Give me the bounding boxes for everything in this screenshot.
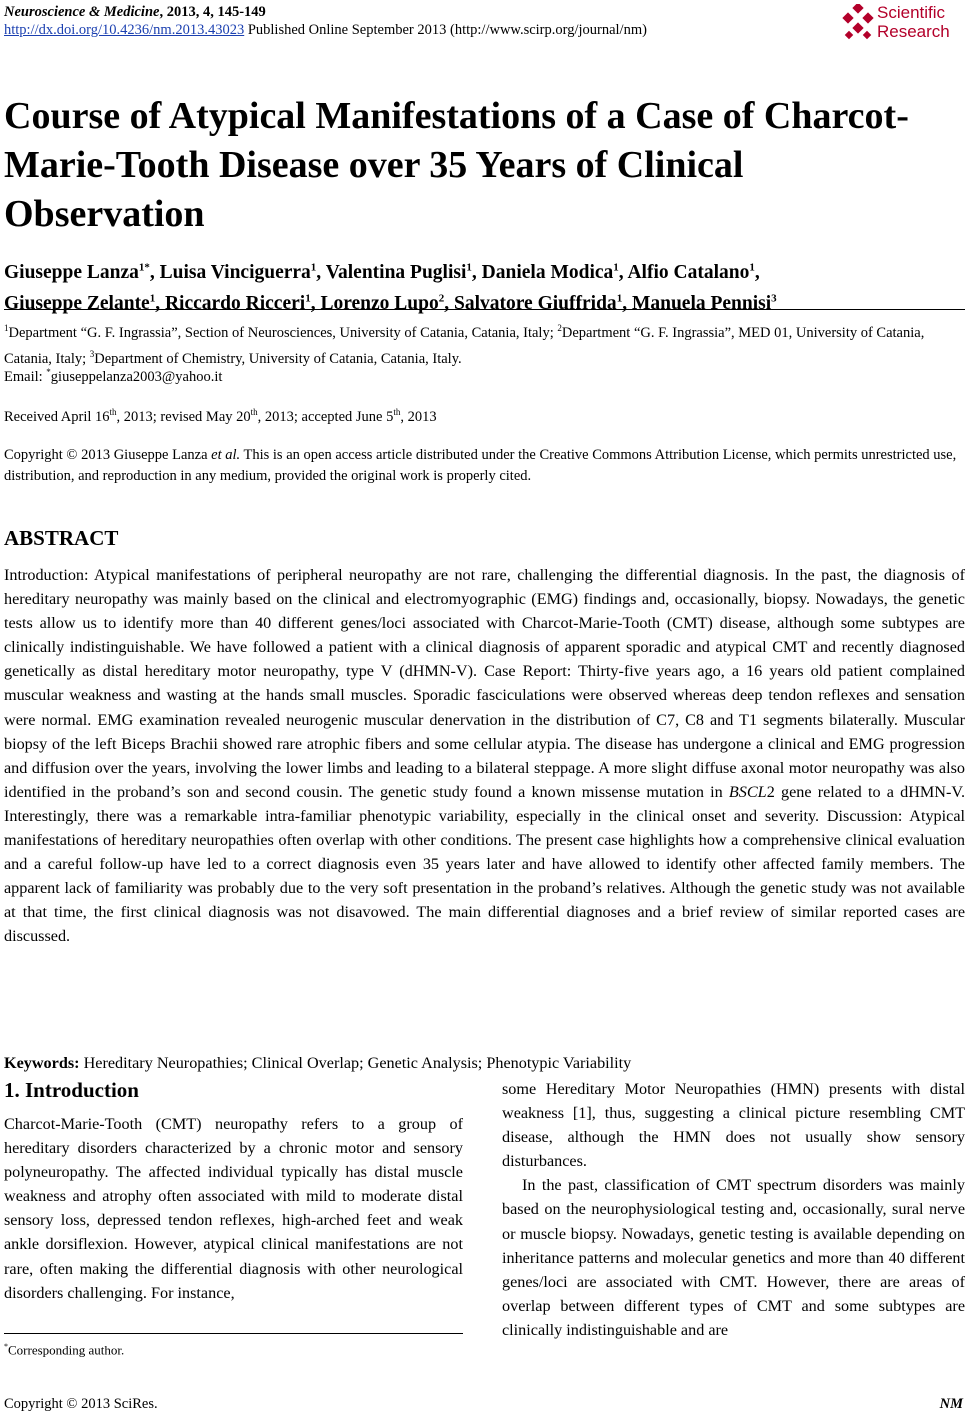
author: Salvatore Giuffrida$^1$, bbox=[454, 292, 632, 314]
author: Valentina Puglisi$^1$, bbox=[325, 261, 482, 283]
author: Alfio Catalano$^1$, bbox=[627, 261, 760, 283]
author: Giuseppe Lanza$^{1*}$, bbox=[4, 261, 160, 283]
intro-left-column: Charcot-Marie-Tooth (CMT) neuropathy refers to a group of hereditary disorders characterized by a chronic motor and sensory polyneuropathy. The affected individual typically has distal muscle weakness and atrophy often associated with mild to moderate distal sensory loss, depressed tendon reflexes, high-arched feet and weak ankle dorsiflexion. However, atypical clinical manifestations are not rare, often making the differential diagnosis with other neurological disorders challenging. For instance, bbox=[4, 1115, 463, 1302]
author: Luisa Vinciguerra$^1$, bbox=[159, 261, 326, 283]
abstract-body: Introduction: Atypical manifestations of peripheral neuropathy are not rare, challenging the differential diagnosis. In the past, the diagnosis of hereditary neuropathy was mainly based on the clinical and electromyographic (EMG) findings and, occasionally, biopsy. Nowadays, the genetic tests allow us to identify more than 40 different genes/loci associated with Charcot-Marie-Tooth (CMT) disease, although some subtypes are clinically indistinguishable. We have followed a patient with a clinical diagnosis of apparent sporadic and atypical CMT and recently diagnosed genetically as distal hereditary motor neuropathy, type V (dHMN-V). Case Report: Thirty-five years ago, a 16 years old patient complained muscular weakness and wasting at the hands small muscles. Sporadic fasciculations were observed whereas deep tendon reflexes and sensation were normal. EMG examination revealed neurogenic muscular denervation in the distribution of C7, C8 and T1 segments bilaterally. Muscular biopsy of the left Biceps Brachii showed rare atrophic fibers and some cellular atypia. The disease has undergone a clinical and EMG progression and diffusion over the years, involving the lower limbs and leading to a bilateral steppage. A more slight diffuse axonal motor neuropathy was also identified in the proband’s son and second cousin. The genetic study found a known missense mutation in BSCL2 gene related to a dHMN-V. Interestingly, there was a remarkable intra-familiar phenotypic variability, especially in the clinical onset and severity. Discussion: Atypical manifestations of hereditary neuropathies often overlap with other conditions. The present case highlights how a comprehensive clinical evaluation and a careful follow-up have led to a correct diagnosis even 35 years later and have allowed to identify other affected family members. The apparent lack of familiarity was probably due to the very soft presentation in the proband’s relatives. Although the genetic study was not available at that time, the first clinical diagnosis was not disavowed. The main differential diagnoses and a brief review of similar reported cases are discussed. bbox=[4, 566, 966, 946]
copyright-notice: Copyright © 2013 Giuseppe Lanza et al. This is an open access article distributed under the Creative Commons Attribution License, which permits unrestricted use, distribution, and reproduction in any medium, provided the original work is properly cited. bbox=[4, 447, 957, 484]
abstract-heading: ABSTRACT bbox=[4, 526, 119, 550]
keywords-label: Keywords: bbox=[4, 1054, 80, 1072]
publisher-logo bbox=[841, 2, 959, 46]
author: Giuseppe Zelante$^1$, bbox=[4, 292, 165, 314]
footnote-rule bbox=[4, 1333, 463, 1334]
author-list bbox=[4, 254, 954, 317]
doi-link[interactable]: http://dx.doi.org/10.4236/nm.2013.43023 bbox=[4, 22, 245, 38]
logo-text-line1: Scientific bbox=[877, 3, 946, 22]
keywords bbox=[4, 1052, 965, 1074]
journal-volume: , 2013, 4, 145-149 bbox=[159, 4, 266, 20]
publisher-logo-icon bbox=[841, 4, 875, 42]
doi-line bbox=[4, 22, 647, 39]
received-dates: Received April 16th, 2013; revised May 20th, 2013; accepted June 5th, 2013 bbox=[4, 407, 437, 425]
intro-paragraph: some Hereditary Motor Neuropathies (HMN) presents with distal weakness [1], thus, suggesting a clinical picture resembling CMT disease, although the HMN does not usually show sensory disturbances. bbox=[502, 1080, 965, 1171]
logo-text-line2: Research bbox=[877, 22, 950, 41]
footnote: *Corresponding author. bbox=[4, 1342, 125, 1358]
journal-name: Neuroscience & Medicine bbox=[4, 4, 160, 20]
affiliations: $^1$Department “G. F. Ingrassia”, Section of Neurosciences, University of Catania, Catania, Italy; $^2$Department “G. F. Ingrassia”, MED 01, University of Catania, Catania, Italy; $^3$Department of Chemistry, University of Catania, Catania, Italy. bbox=[4, 323, 925, 367]
journal-citation bbox=[4, 4, 266, 21]
section-heading-introduction: 1. Introduction bbox=[4, 1078, 139, 1102]
header-rule bbox=[4, 309, 965, 310]
author: Manuela Pennisi$^3$ bbox=[631, 292, 777, 314]
published-info: Published Online September 2013 (http://www.scirp.org/journal/nm) bbox=[244, 22, 647, 38]
author: Daniela Modica$^1$, bbox=[481, 261, 628, 283]
author: Lorenzo Lupo$^2$, bbox=[320, 292, 454, 314]
intro-right-column bbox=[502, 1077, 965, 1342]
email-line: Email: *giuseppelanza2003@yahoo.it bbox=[4, 367, 223, 385]
author: Riccardo Ricceri$^1$, bbox=[164, 292, 321, 314]
email-address[interactable]: giuseppelanza2003@yahoo.it bbox=[50, 368, 223, 385]
keywords-list: Hereditary Neuropathies; Clinical Overlap; Genetic Analysis; Phenotypic Variability bbox=[79, 1054, 632, 1072]
intro-paragraph: In the past, classification of CMT spectrum disorders was mainly based on the neurophysiological testing and, occasionally, sural nerve or muscle biopsy. Nowadays, genetic testing is available depending on inheritance patterns and molecular genetics and more than 40 different genes/loci are associated with CMT. However, there are areas of overlap between different types of CMT and some subtypes are clinically indistinguishable and are bbox=[502, 1176, 965, 1339]
footer-journal-abbr: NM bbox=[939, 1396, 963, 1412]
paper-title: Course of Atypical Manifestations of a Case of Charcot-Marie-Tooth Disease over 35 Years of Clinical Observation bbox=[4, 95, 909, 235]
footer-copyright: Copyright © 2013 SciRes. bbox=[4, 1396, 158, 1412]
